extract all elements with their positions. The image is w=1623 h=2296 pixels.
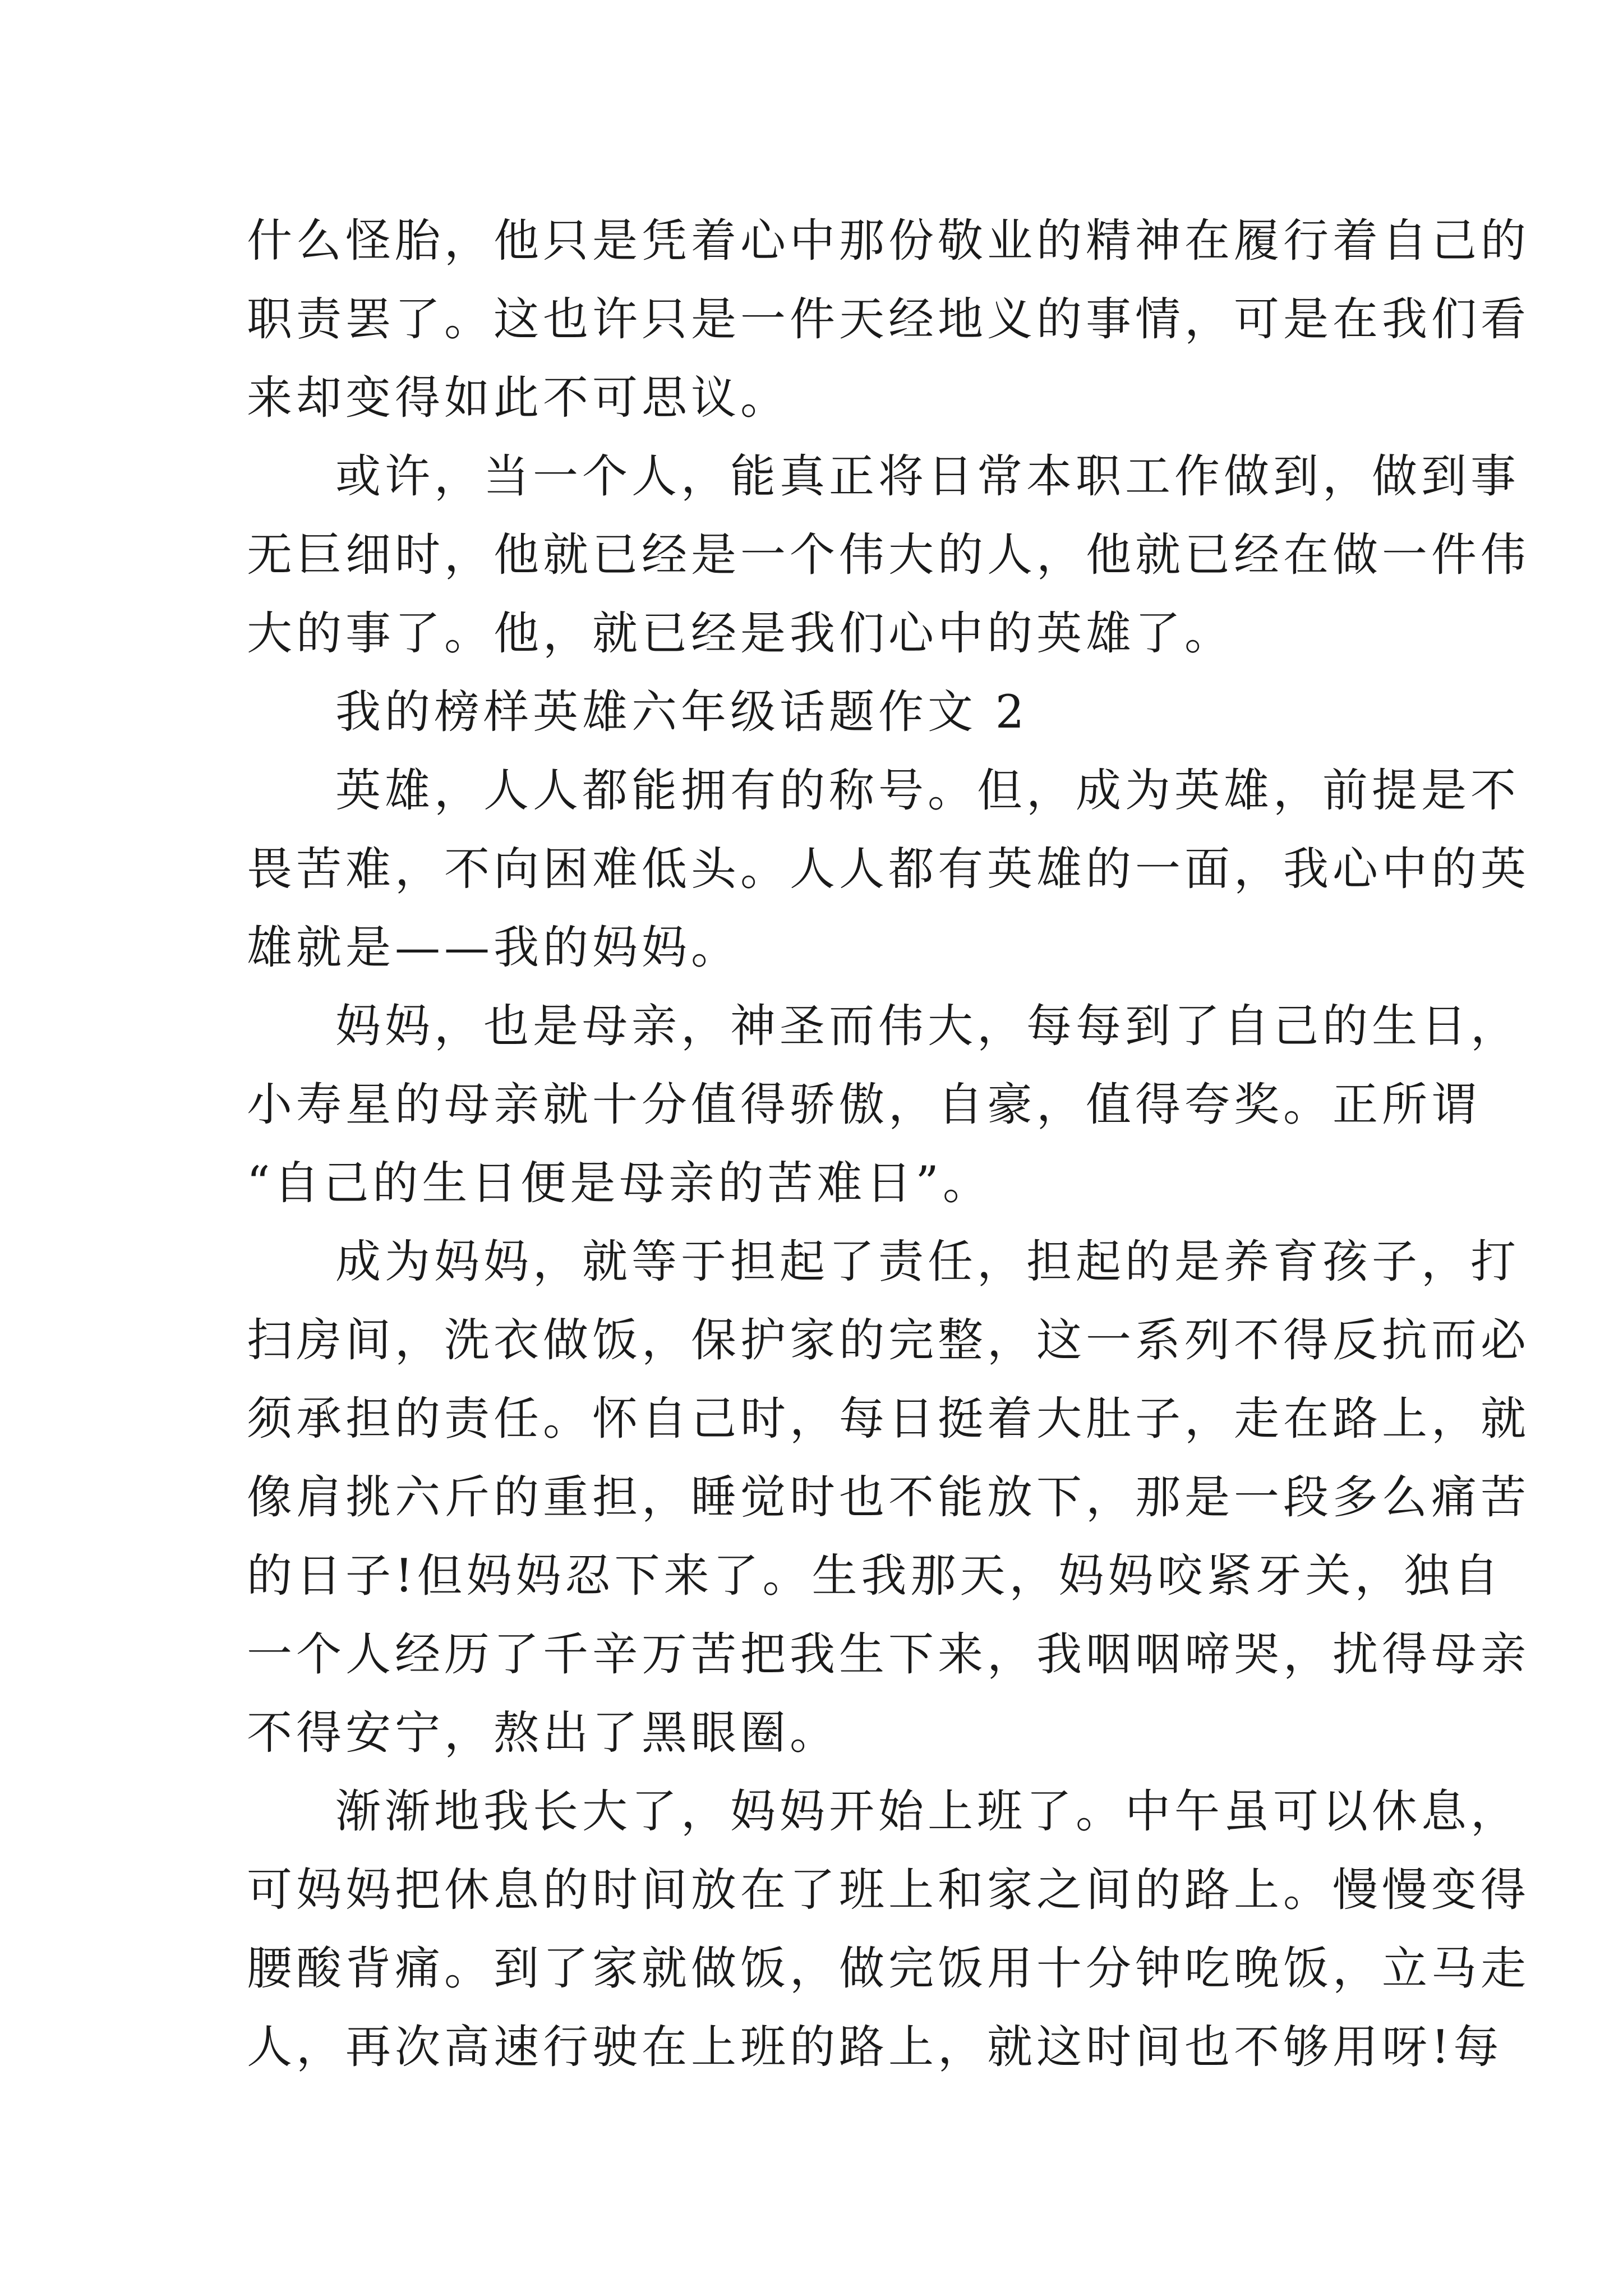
text-line: 扫房间，洗衣做饭，保护家的完整，这一系列不得反抗而必 [247,1314,1530,1367]
paragraph-first-line: 英雄，人人都能拥有的称号。但，成为英雄，前提是不 [335,765,1520,817]
paragraph-first-line: 或许，当一个人，能真正将日常本职工作做到，做到事 [335,450,1520,503]
text-line: 不得安宁，熬出了黑眼圈。 [247,1707,840,1760]
text-line: 无巨细时，他就已经是一个伟大的人，他就已经在做一件伟 [247,529,1530,582]
text-line: 雄就是——我的妈妈。 [247,922,741,974]
text-line: 人，再次高速行驶在上班的路上，就这时间也不够用呀!每 [247,2021,1503,2074]
text-line: 须承担的责任。怀自己时，每日挺着大肚子，走在路上，就 [247,1393,1530,1446]
text-line: 可妈妈把休息的时间放在了班上和家之间的路上。慢慢变得 [247,1864,1530,1917]
paragraph-first-line: 妈妈，也是母亲，神圣而伟大，每每到了自己的生日， [335,1000,1520,1053]
text-line: 畏苦难，不向困难低头。人人都有英雄的一面，我心中的英 [247,843,1530,896]
paragraph-first-line: 渐渐地我长大了，妈妈开始上班了。中午虽可以休息， [335,1786,1520,1838]
text-line: 的日子!但妈妈忍下来了。生我那天，妈妈咬紧牙关，独自 [247,1550,1503,1603]
paragraph-first-line: 成为妈妈，就等于担起了责任，担起的是养育孩子，打 [335,1236,1520,1289]
text-line: “自己的生日便是母亲的苦难日”。 [247,1157,992,1210]
text-line: 什么怪胎，他只是凭着心中那份敬业的精神在履行着自己的 [247,215,1530,268]
text-line: 小寿星的母亲就十分值得骄傲，自豪，值得夸奖。正所谓 [247,1079,1481,1131]
text-line: 职责罢了。这也许只是一件天经地义的事情，可是在我们看 [247,293,1530,346]
text-line: 一个人经历了千辛万苦把我生下来，我咽咽啼哭，扰得母亲 [247,1628,1530,1681]
text-line: 大的事了。他，就已经是我们心中的英雄了。 [247,608,1234,660]
text-line: 像肩挑六斤的重担，睡觉时也不能放下，那是一段多么痛苦 [247,1471,1530,1524]
section-heading: 我的榜样英雄六年级话题作文 2 [335,686,1029,739]
text-line: 来却变得如此不可思议。 [247,372,790,425]
text-line: 腰酸背痛。到了家就做饭，做完饭用十分钟吃晚饭，立马走 [247,1943,1530,1995]
